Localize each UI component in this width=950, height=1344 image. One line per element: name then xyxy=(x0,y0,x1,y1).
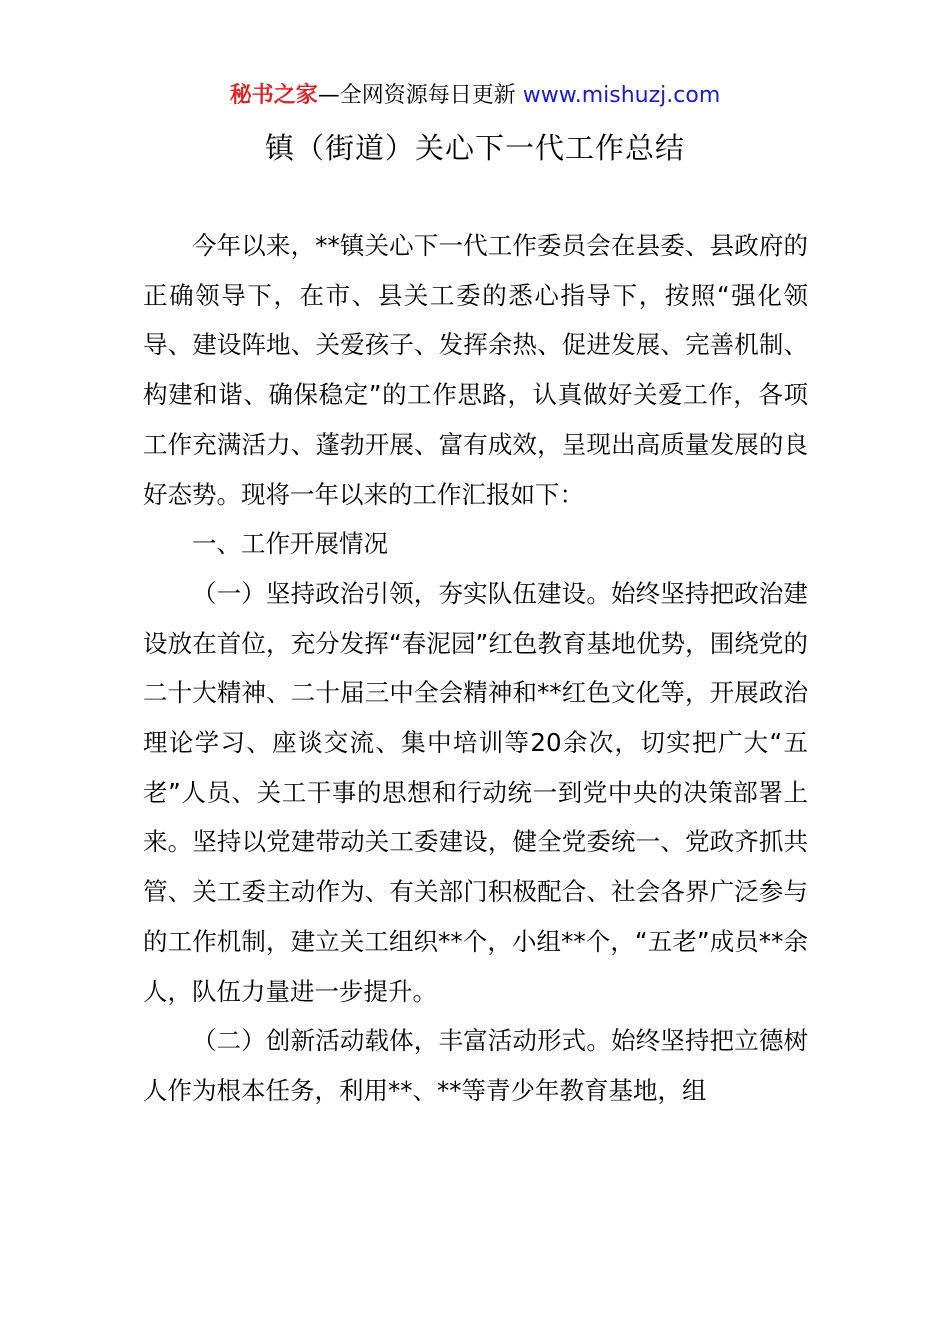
document-title: 镇（街道）关心下一代工作总结 xyxy=(264,131,685,165)
body-paragraph: （二）创新活动载体，丰富活动形式。始终坚持把立德树人作为根本任务，利用**、**等青少年教育基地，组 xyxy=(143,1026,808,1105)
site-url-link[interactable]: www.mishuzj.com xyxy=(522,83,721,108)
document-body xyxy=(143,221,808,1116)
site-brand: 秘书之家 xyxy=(229,83,318,108)
site-tagline: —全网资源每日更新 xyxy=(317,83,523,108)
body-paragraph: （一）坚持政治引领，夯实队伍建设。始终坚持把政治建设放在首位，充分发挥“春泥园”红色教育基地优势，围绕党的二十大精神、二十届三中全会精神和**红色文化等，开展政治理论学习、座谈交流、集中培训等20余次，切实把广大“五老”人员、关工干事的思想和行动统一到党中央的决策部署上来。坚持以党建带动关工委建设，健全党委统一、党政齐抓共管、关工委主动作为、有关部门积极配合、社会各界广泛参与的工作机制，建立关工组织**个，小组**个，“五老”成员**余人，队伍力量进一步提升。 xyxy=(143,578,808,1006)
section-heading: 一、工作开展情况 xyxy=(192,529,388,559)
intro-paragraph: 今年以来，**镇关心下一代工作委员会在县委、县政府的正确领导下，在市、县关工委的悉心指导下，按照“强化领导、建设阵地、关爱孩子、发挥余热、促进发展、完善机制、构建和谐、确保稳定”的工作思路，认真做好关爱工作，各项工作充满活力、蓬勃开展、富有成效，呈现出高质量发展的良好态势。现将一年以来的工作汇报如下： xyxy=(143,231,808,509)
site-banner xyxy=(0,80,950,112)
